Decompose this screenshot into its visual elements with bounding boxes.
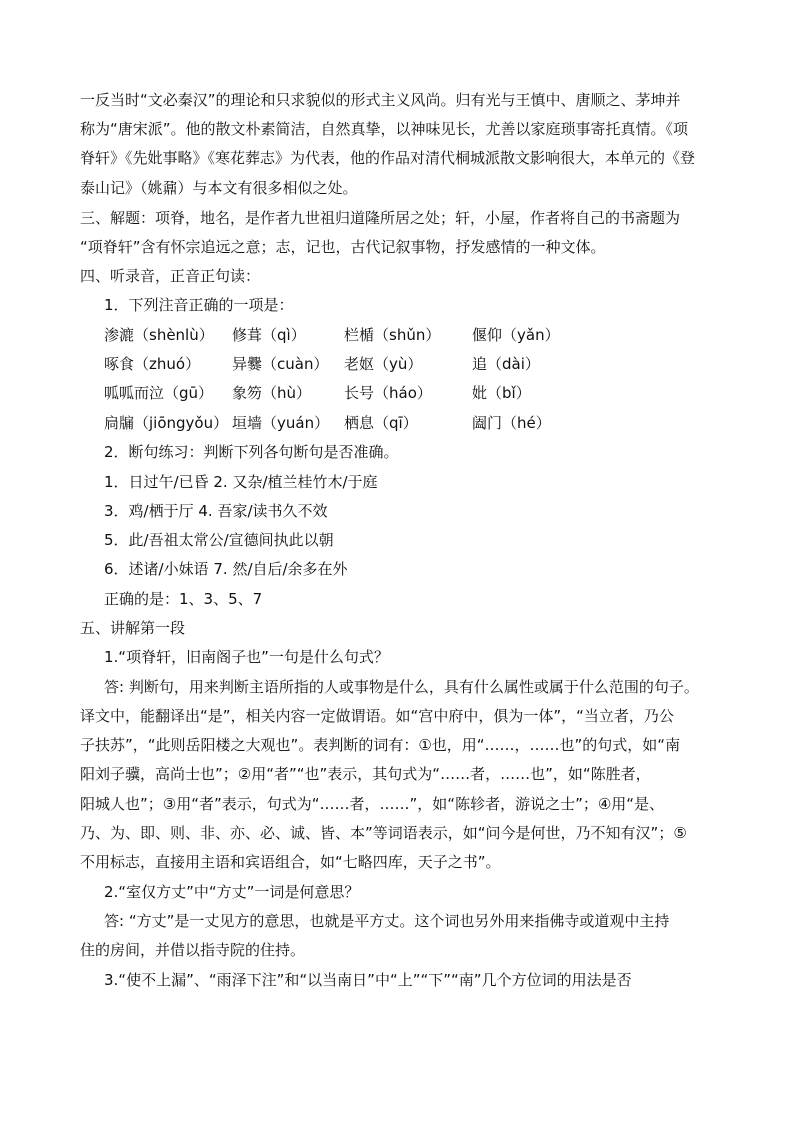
answer-line: 阳刘子骥，高尚士也”；②用“者”“也”表示，其句式为“……者，……也”，如“陈胜者，	[80, 765, 651, 783]
answer-line: 子扶苏”，“此则岳阳楼之大观也”。表判断的词有：①也，用“……，……也”的句式，如“南	[80, 736, 681, 754]
pinyin-item: 修葺（qì）	[232, 326, 306, 344]
question-2: 2．断句练习：判断下列各句断句是否准确。	[104, 443, 399, 461]
answer-line: 住的房间，并借以指寺院的住持。	[80, 941, 306, 959]
intro-line: 泰山记》（姚鼐）与本文有很多相似之处。	[80, 179, 358, 197]
sub-question-2: 2.“室仅方丈”中“方丈”一词是何意思？	[104, 883, 360, 901]
sentence-item: 6．述诸/小妹语 7. 然/自后/余多在外	[104, 560, 348, 578]
intro-line: 一反当时“文必秦汉”的理论和只求貌似的形式主义风尚。归有光与王慎中、唐顺之、茅坤并	[80, 91, 681, 109]
section-3-text: “项脊轩”含有怀宗追远之意；志，记也，古代记叙事物，抒发感情的一种文体。	[80, 238, 606, 256]
section-5-title: 五、讲解第一段	[80, 619, 186, 637]
answer-line: 译文中，能翻译出“是”，相关内容一定做谓语。如“宫中府中，俱为一体”，“当立者，乃公	[80, 707, 674, 725]
pinyin-item: 阖门（hé）	[472, 414, 551, 432]
sentence-item: 5．此/吾祖太常公/宣德间执此以朝	[104, 531, 334, 549]
pinyin-item: 妣（bǐ）	[472, 384, 531, 402]
pinyin-item: 长号（háo）	[344, 384, 432, 402]
intro-line: 脊轩》《先妣事略》《寒花葬志》为代表，他的作品对清代桐城派散文影响很大，本单元的《登	[80, 149, 696, 167]
section-4-title: 四、听录音，正音正句读：	[80, 267, 261, 285]
sub-question-3: 3.“使不上漏”、“雨泽下注”和“以当南日”中“上”“下”“南”几个方位词的用法是否	[104, 971, 632, 989]
answer-line: 答: 判断句，用来判断主语所指的人或事物是什么，具有什么属性或属于什么范围的句子。	[104, 678, 699, 696]
sentence-item: 1．日过午/已昏 2. 又杂/植兰桂竹木/于庭	[104, 473, 378, 491]
answer-line: 不用标志，直接用主语和宾语组合，如“七略四库，天子之书”。	[80, 853, 501, 871]
pinyin-item: 渗漉（shènlù）	[104, 326, 214, 344]
question-1: 1．下列注音正确的一项是：	[104, 296, 294, 314]
sub-question-1: 1.“项脊轩，旧南阁子也”一句是什么句式？	[104, 648, 389, 666]
answer-line: 乃、为、即、则、非、亦、必、诚、皆、本”等词语表示，如“问今是何世，乃不知有汉”；⑤	[80, 824, 687, 842]
section-3-title: 三、解题：项脊，地名，是作者九世祖归道隆所居之处；轩，小屋，作者将自己的书斋题为	[80, 209, 681, 227]
pinyin-item: 异爨（cuàn）	[232, 355, 329, 373]
pinyin-item: 追（dài）	[472, 355, 540, 373]
pinyin-item: 老妪（yù）	[344, 355, 423, 373]
pinyin-item: 栖息（qī）	[344, 414, 418, 432]
intro-line: 称为“唐宋派”。他的散文朴素简洁，自然真挚，以神味见长，尤善以家庭琐事寄托真情。《项	[80, 120, 689, 138]
pinyin-item: 啄食（zhuó）	[104, 355, 201, 373]
pinyin-item: 偃仰（yǎn）	[472, 326, 560, 344]
answer-correct: 正确的是：1、3、5、7	[104, 590, 263, 608]
pinyin-item: 垣墙（yuán）	[232, 414, 330, 432]
pinyin-item: 栏楯（shǔn）	[344, 326, 441, 344]
pinyin-item: 扃牖（jiōngyǒu）	[104, 414, 229, 432]
pinyin-item: 象笏（hù）	[232, 384, 312, 402]
answer-line: 答: “方丈”是一丈见方的意思，也就是平方丈。这个词也另外用来指佛寺或道观中主持	[104, 912, 670, 930]
pinyin-item: 呱呱而泣（gū）	[104, 384, 214, 402]
sentence-item: 3．鸡/栖于厅 4. 吾家/读书久不效	[104, 502, 328, 520]
answer-line: 阳城人也”；③用“者”表示，句式为“……者，……”，如“陈轸者，游说之士”；④用“是、	[80, 795, 665, 813]
